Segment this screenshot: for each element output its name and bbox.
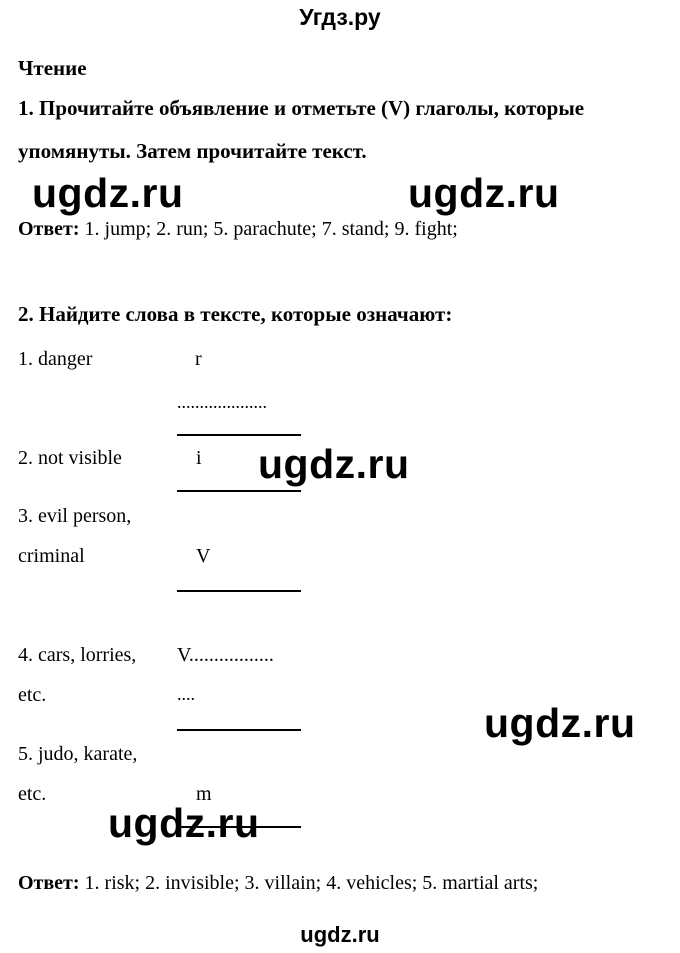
watermark: ugdz.ru: [408, 170, 560, 216]
term-3-line2: criminal: [18, 545, 85, 567]
answer-text: 1. jump; 2. run; 5. parachute; 7. stand; 9. fight;: [79, 218, 458, 240]
answer-text: 1. risk; 2. invisible; 3. villain; 4. vehicles; 5. martial arts;: [79, 872, 539, 894]
term-2: 2. not visible: [18, 447, 122, 469]
hint-5: m: [196, 783, 212, 805]
task1-instruction-line1: 1. Прочитайте объявление и отметьте (V) глаголы, которые: [18, 96, 585, 120]
task2-answer: [18, 872, 538, 895]
term-1: 1. danger: [18, 348, 93, 370]
hint-3: V: [196, 545, 211, 567]
term-4-line1: 4. cars, lorries,: [18, 644, 137, 666]
hint-2: i: [196, 447, 202, 469]
watermark: ugdz.ru: [484, 700, 636, 746]
site-header: Угдз.ру: [299, 4, 381, 30]
task2-instruction: 2. Найдите слова в тексте, которые означают:: [18, 302, 453, 326]
term-5-line1: 5. judo, karate,: [18, 743, 138, 765]
answer-line-1: [177, 434, 301, 436]
term-3-line1: 3. evil person,: [18, 505, 132, 527]
hint-1: r: [195, 348, 202, 370]
term-5-line2: etc.: [18, 783, 47, 805]
dots-4: ....: [177, 684, 195, 704]
hint-4: V.................: [177, 644, 274, 666]
watermark: ugdz.ru: [108, 800, 260, 846]
answer-line-4: [177, 729, 301, 731]
dots-1: ....................: [177, 392, 267, 412]
section-title: Чтение: [18, 56, 87, 80]
term-4-line2: etc.: [18, 684, 47, 706]
answer-line-3: [177, 590, 301, 592]
watermark: ugdz.ru: [258, 441, 410, 487]
task1-answer: [18, 218, 458, 241]
answer-label: Ответ:: [18, 218, 80, 240]
site-footer: ugdz.ru: [300, 922, 380, 947]
watermark: ugdz.ru: [32, 170, 184, 216]
answer-line-2: [177, 490, 301, 492]
task1-instruction-line2: упомянуты. Затем прочитайте текст.: [18, 139, 367, 163]
answer-label: Ответ:: [18, 872, 80, 894]
